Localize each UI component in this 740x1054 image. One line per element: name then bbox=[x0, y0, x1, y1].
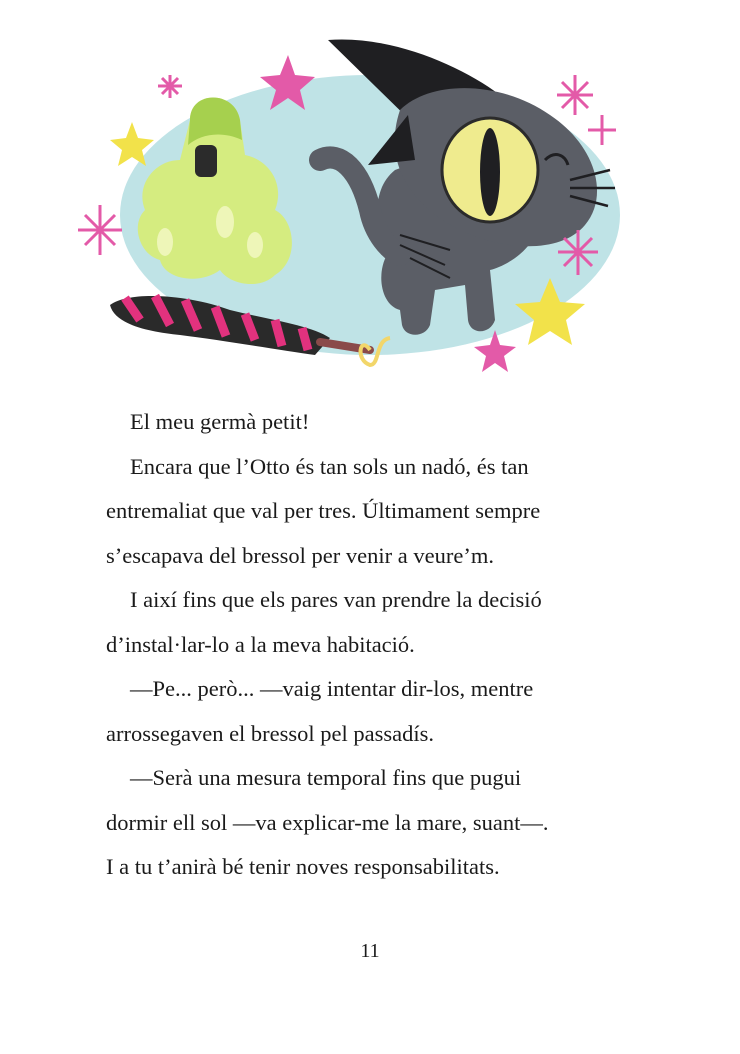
text-line: dormir ell sol —va explicar-me la mare, suant—. bbox=[106, 809, 549, 835]
text-line: I així fins que els pares van prendre la decisió bbox=[130, 587, 542, 612]
chapter-illustration bbox=[70, 20, 650, 390]
paragraph bbox=[106, 667, 626, 756]
cat-and-ghost-illustration bbox=[70, 20, 650, 390]
text-line: El meu germà petit! bbox=[130, 409, 310, 434]
page-number: 11 bbox=[360, 940, 380, 962]
text-line: —Pe... però... —vaig intentar dir-los, mentre bbox=[130, 676, 534, 701]
text-line: s’escapava del bressol per venir a veure’m. bbox=[106, 542, 494, 568]
text-line: Encara que l’Otto és tan sols un nadó, és tan bbox=[130, 453, 529, 479]
text-line: d’instal·lar-lo a la meva habitació. bbox=[106, 631, 415, 657]
story-text bbox=[106, 400, 626, 890]
text-line: —Serà una mesura temporal fins que pugui bbox=[130, 765, 522, 790]
paragraph bbox=[106, 578, 626, 667]
text-line: arrossegaven el bressol pel passadís. bbox=[106, 720, 435, 746]
paragraph bbox=[106, 400, 626, 445]
text-line: I a tu t’anirà bé tenir noves responsabilitats. bbox=[106, 854, 500, 879]
paragraph bbox=[106, 756, 626, 890]
text-line: entremaliat que val per tres. Últimament sempre bbox=[106, 498, 541, 523]
paragraph bbox=[106, 445, 626, 579]
